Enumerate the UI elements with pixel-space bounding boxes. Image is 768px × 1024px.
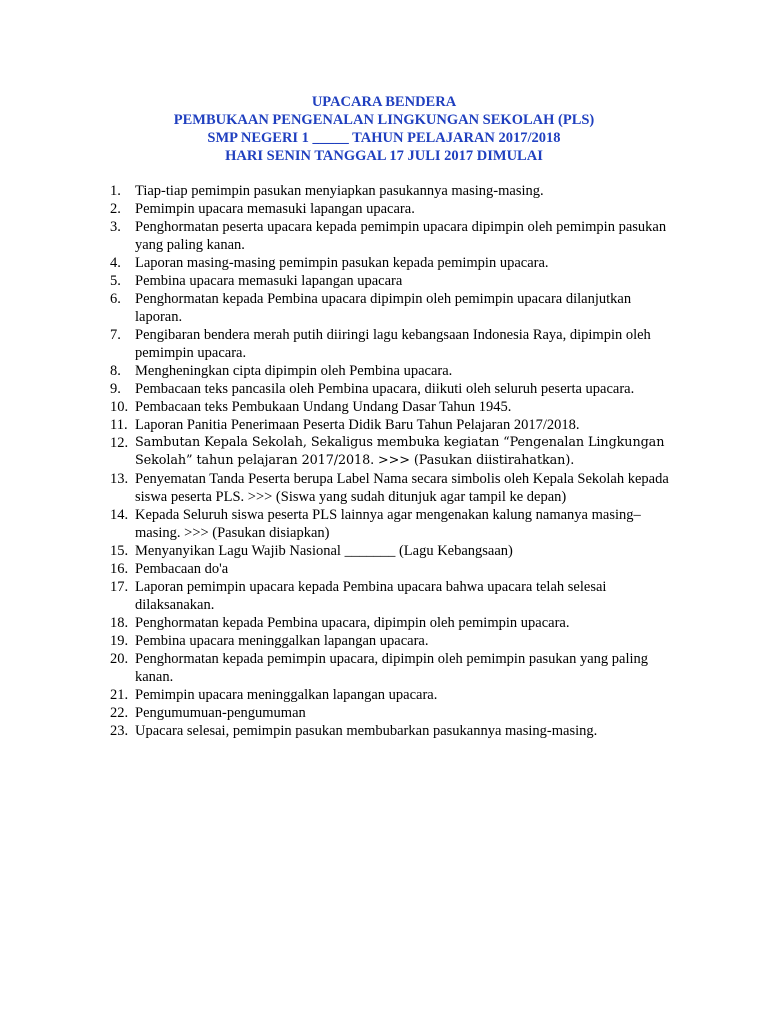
list-item <box>110 326 670 362</box>
step-number: 8. <box>110 363 121 379</box>
step-number: 2. <box>110 201 121 217</box>
list-item <box>110 686 670 704</box>
step-number: 9. <box>110 381 121 397</box>
step-text: Mengheningkan cipta dipimpin oleh Pembina upacara. <box>135 363 453 379</box>
step-number: 23. <box>110 723 129 739</box>
step-text: Pembacaan teks Pembukaan Undang Undang Dasar Tahun 1945. <box>135 399 512 415</box>
document-heading <box>0 93 768 165</box>
step-number: 18. <box>110 615 129 631</box>
list-item <box>110 416 670 434</box>
heading-line-2: PEMBUKAAN PENGENALAN LINGKUNGAN SEKOLAH (PLS) <box>173 112 595 128</box>
list-item <box>110 704 670 722</box>
step-number: 16. <box>110 561 129 577</box>
step-text: Penyematan Tanda Peserta berupa Label Nama secara simbolis oleh Kepala Sekolah kepada siswa peserta PLS. >>> (Siswa yang sudah ditunjuk agar tampil ke depan) <box>135 471 669 505</box>
step-text: Penghormatan peserta upacara kepada pemimpin upacara dipimpin oleh pemimpin pasukan yang paling kanan. <box>135 219 667 253</box>
step-text: Penghormatan kepada Pembina upacara, dipimpin oleh pemimpin upacara. <box>135 615 570 631</box>
step-number: 6. <box>110 291 121 307</box>
step-text: Menyanyikan Lagu Wajib Nasional _______ (Lagu Kebangsaan) <box>135 543 513 559</box>
step-text: Tiap-tiap pemimpin pasukan menyiapkan pasukannya masing-masing. <box>135 183 544 199</box>
step-text: Penghormatan kepada Pembina upacara dipimpin oleh pemimpin upacara dilanjutkan laporan. <box>135 291 632 325</box>
heading-line-1: UPACARA BENDERA <box>311 94 457 110</box>
step-number: 3. <box>110 219 121 235</box>
list-item <box>110 434 670 470</box>
step-text: Pengibaran bendera merah putih diiringi lagu kebangsaan Indonesia Raya, dipimpin oleh pemimpin upacara. <box>135 327 651 361</box>
list-item <box>110 632 670 650</box>
list-item <box>110 560 670 578</box>
list-item <box>110 650 670 686</box>
list-item <box>110 470 670 506</box>
step-number: 12. <box>110 435 129 451</box>
step-text: Penghormatan kepada pemimpin upacara, dipimpin oleh pemimpin pasukan yang paling kanan. <box>135 651 649 685</box>
list-item <box>110 218 670 254</box>
step-number: 15. <box>110 543 129 559</box>
list-item <box>110 578 670 614</box>
list-item <box>110 614 670 632</box>
step-text: Pembina upacara meninggalkan lapangan upacara. <box>135 633 429 649</box>
step-text: Kepada Seluruh siswa peserta PLS lainnya agar mengenakan kalung namanya masing–masing. >>> (Pasukan disiapkan) <box>135 507 641 541</box>
step-number: 13. <box>110 471 129 487</box>
list-item <box>110 398 670 416</box>
heading-line-3: SMP NEGERI 1 _____ TAHUN PELAJARAN 2017/2018 <box>207 130 561 146</box>
step-number: 14. <box>110 507 129 523</box>
list-item <box>110 542 670 560</box>
step-number: 4. <box>110 255 121 271</box>
step-number: 21. <box>110 687 129 703</box>
step-number: 19. <box>110 633 129 649</box>
step-number: 17. <box>110 579 129 595</box>
step-text: Upacara selesai, pemimpin pasukan membubarkan pasukannya masing-masing. <box>135 723 598 739</box>
step-number: 7. <box>110 327 121 343</box>
list-item <box>110 506 670 542</box>
list-item <box>110 290 670 326</box>
ceremony-steps-list <box>110 182 670 740</box>
list-item <box>110 722 670 740</box>
step-number: 11. <box>110 417 128 433</box>
step-text: Laporan pemimpin upacara kepada Pembina upacara bahwa upacara telah selesai dilaksanakan. <box>135 579 607 613</box>
list-item <box>110 182 670 200</box>
step-text: Laporan masing-masing pemimpin pasukan kepada pemimpin upacara. <box>135 255 549 271</box>
step-text: Laporan Panitia Penerimaan Peserta Didik Baru Tahun Pelajaran 2017/2018. <box>135 417 580 433</box>
step-text: Pembina upacara memasuki lapangan upacara <box>135 273 403 289</box>
heading-line-4: HARI SENIN TANGGAL 17 JULI 2017 DIMULAI <box>225 148 543 164</box>
list-item <box>110 254 670 272</box>
step-text: Pembacaan teks pancasila oleh Pembina upacara, diikuti oleh seluruh peserta upacara. <box>135 381 635 397</box>
list-item <box>110 362 670 380</box>
step-text: Pemimpin upacara meninggalkan lapangan upacara. <box>135 687 438 703</box>
step-number: 5. <box>110 273 121 289</box>
step-number: 10. <box>110 399 129 415</box>
step-text: Pembacaan do'a <box>135 561 229 577</box>
step-number: 20. <box>110 651 129 667</box>
step-text: Pemimpin upacara memasuki lapangan upacara. <box>135 201 415 217</box>
step-text: Pengumumuan-pengumuman <box>135 705 306 721</box>
step-number: 22. <box>110 705 129 721</box>
list-item <box>110 380 670 398</box>
step-text: Sambutan Kepala Sekolah, Sekaligus membuka kegiatan “Pengenalan Lingkungan Sekolah” tahun pelajaran 2017/2018. >>> (Pasukan diistirahatkan). <box>135 435 665 468</box>
list-item <box>110 272 670 290</box>
step-number: 1. <box>110 183 121 199</box>
list-item <box>110 200 670 218</box>
